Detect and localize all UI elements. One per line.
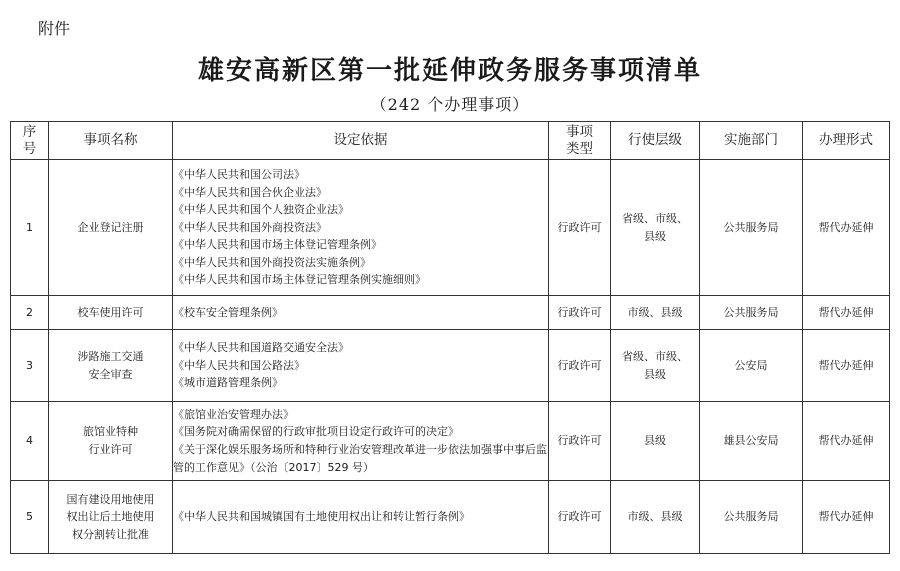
document-title: 雄安高新区第一批延伸政务服务事项清单 bbox=[197, 56, 702, 86]
row-type: 行政许可 bbox=[549, 296, 611, 330]
table-row bbox=[11, 160, 890, 296]
row-seq: 5 bbox=[11, 481, 49, 554]
row-mode: 帮代办延伸 bbox=[803, 402, 890, 481]
table-row bbox=[11, 481, 890, 554]
table-row bbox=[11, 402, 890, 481]
row-level: 市级、县级 bbox=[611, 481, 700, 554]
row-mode: 帮代办延伸 bbox=[803, 160, 890, 296]
row-name: 国有建设用地使用 权出让后土地使用 权分割转让批准 bbox=[49, 481, 173, 554]
row-dept: 公安局 bbox=[700, 330, 803, 402]
row-type: 行政许可 bbox=[549, 330, 611, 402]
row-mode: 帮代办延伸 bbox=[803, 296, 890, 330]
service-items-table bbox=[10, 121, 890, 554]
row-dept: 雄县公安局 bbox=[700, 402, 803, 481]
row-basis: 《中华人民共和国道路交通安全法》 《中华人民共和国公路法》 《城市道路管理条例》 bbox=[173, 330, 549, 402]
header-name: 事项名称 bbox=[49, 122, 173, 160]
row-dept: 公共服务局 bbox=[700, 481, 803, 554]
row-name: 旅馆业特种 行业许可 bbox=[49, 402, 173, 481]
row-level: 省级、市级、 县级 bbox=[611, 160, 700, 296]
row-level: 省级、市级、 县级 bbox=[611, 330, 700, 402]
row-type: 行政许可 bbox=[549, 481, 611, 554]
row-basis: 《中华人民共和国公司法》 《中华人民共和国合伙企业法》 《中华人民共和国个人独资企业法》 《中华人民共和国外商投资法》 《中华人民共和国市场主体登记管理条例》 《中华人民共和国外商投资法实施条例》 《中华人民共和国市场主体登记管理条例实施细则》 bbox=[173, 160, 549, 296]
row-name: 校车使用许可 bbox=[49, 296, 173, 330]
header-basis: 设定依据 bbox=[173, 122, 549, 160]
table-header-row bbox=[11, 122, 890, 160]
row-seq: 1 bbox=[11, 160, 49, 296]
row-basis: 《中华人民共和国城镇国有土地使用权出让和转让暂行条例》 bbox=[173, 481, 549, 554]
row-dept: 公共服务局 bbox=[700, 296, 803, 330]
header-type: 事项 类型 bbox=[549, 122, 611, 160]
attachment-label: 附件 bbox=[38, 19, 71, 38]
document-subtitle: （242 个办理事项） bbox=[370, 95, 530, 114]
row-mode: 帮代办延伸 bbox=[803, 481, 890, 554]
row-seq: 3 bbox=[11, 330, 49, 402]
table-row bbox=[11, 296, 890, 330]
row-basis: 《校车安全管理条例》 bbox=[173, 296, 549, 330]
row-dept: 公共服务局 bbox=[700, 160, 803, 296]
row-level: 县级 bbox=[611, 402, 700, 481]
row-name: 涉路施工交通 安全审查 bbox=[49, 330, 173, 402]
header-mode: 办理形式 bbox=[803, 122, 890, 160]
row-name: 企业登记注册 bbox=[49, 160, 173, 296]
row-type: 行政许可 bbox=[549, 160, 611, 296]
row-mode: 帮代办延伸 bbox=[803, 330, 890, 402]
header-seq: 序 号 bbox=[11, 122, 49, 160]
row-type: 行政许可 bbox=[549, 402, 611, 481]
header-level: 行使层级 bbox=[611, 122, 700, 160]
row-seq: 2 bbox=[11, 296, 49, 330]
header-dept: 实施部门 bbox=[700, 122, 803, 160]
row-level: 市级、县级 bbox=[611, 296, 700, 330]
row-basis: 《旅馆业治安管理办法》 《国务院对确需保留的行政审批项目设定行政许可的决定》 《关于深化娱乐服务场所和特种行业治安管理改革进一步依法加强事中事后监管的工作意见》（公治〔2017〕529 号） bbox=[173, 402, 549, 481]
table-row bbox=[11, 330, 890, 402]
row-seq: 4 bbox=[11, 402, 49, 481]
